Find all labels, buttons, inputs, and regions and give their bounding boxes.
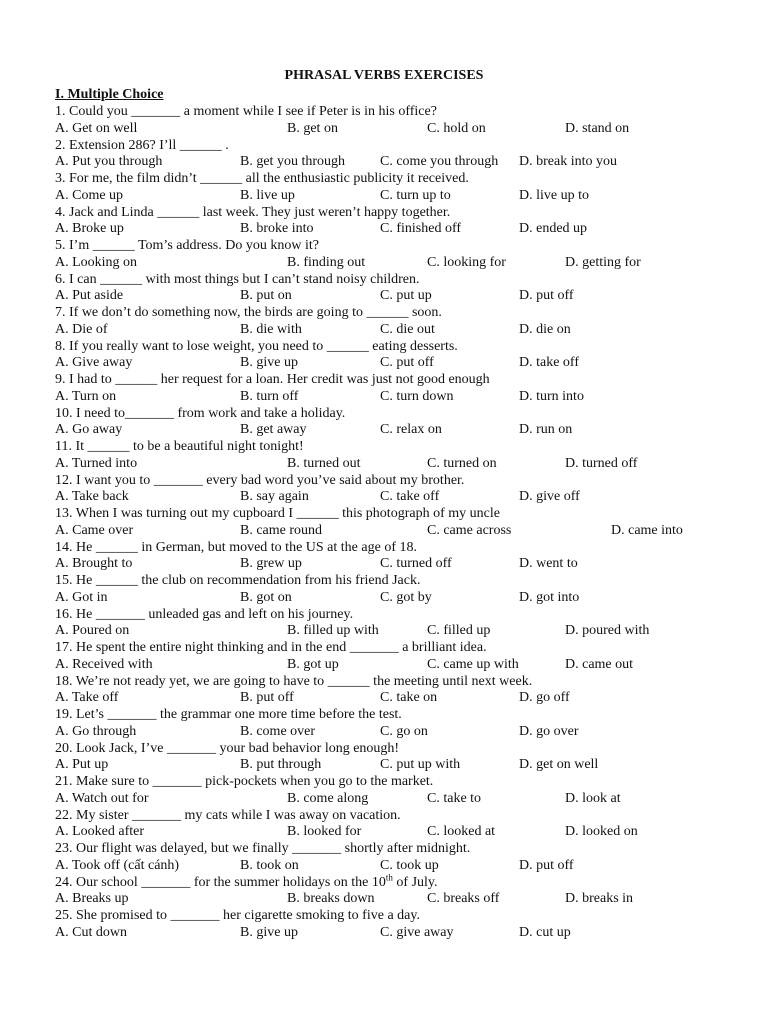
option-b: B. came round bbox=[240, 522, 323, 538]
options-row-6 bbox=[0, 287, 768, 304]
option-a: A. Received with bbox=[55, 656, 153, 672]
question-text: 21. Make sure to _______ pick-pockets when you go to the market. bbox=[55, 774, 434, 789]
options-row-25 bbox=[0, 924, 768, 941]
option-b: B. grew up bbox=[240, 556, 302, 572]
option-a: A. Take off bbox=[55, 690, 119, 706]
question-text: 8. If you really want to lose weight, you need to ______ eating desserts. bbox=[55, 338, 458, 354]
options-row-18 bbox=[0, 689, 768, 706]
options-row-2 bbox=[0, 153, 768, 170]
option-c: C. relax on bbox=[380, 422, 442, 438]
question-text: 18. We’re not ready yet, we are going to have to ______ the meeting until next week. bbox=[55, 673, 533, 689]
question-text: 3. For me, the film didn’t ______ all the enthusiastic publicity it received. bbox=[55, 171, 469, 186]
question-12 bbox=[0, 472, 768, 489]
option-c: C. go on bbox=[380, 723, 428, 739]
option-a: A. Cut down bbox=[55, 924, 127, 940]
option-c: C. looked at bbox=[427, 824, 496, 840]
question-25 bbox=[0, 907, 768, 924]
question-7 bbox=[0, 304, 768, 321]
question-text: 11. It ______ to be a beautiful night tonight! bbox=[55, 439, 304, 454]
question-6 bbox=[0, 271, 768, 288]
option-a: A. Put you through bbox=[55, 154, 163, 170]
option-b: B. looked for bbox=[287, 824, 362, 840]
question-22 bbox=[0, 807, 768, 824]
option-a: A. Poured on bbox=[55, 623, 130, 639]
question-17 bbox=[0, 639, 768, 656]
question-21 bbox=[0, 773, 768, 790]
option-d: D. went to bbox=[519, 556, 578, 572]
option-a: A. Take back bbox=[55, 489, 129, 505]
question-text: 23. Our flight was delayed, but we finally _______ shortly after midnight. bbox=[55, 841, 471, 856]
question-text: 10. I need to_______ from work and take a holiday. bbox=[55, 405, 346, 421]
question-19 bbox=[0, 706, 768, 723]
options-row-21 bbox=[0, 790, 768, 807]
options-row-11 bbox=[0, 455, 768, 472]
question-text: 20. Look Jack, I’ve _______ your bad behavior long enough! bbox=[55, 740, 400, 756]
question-13 bbox=[0, 505, 768, 522]
option-d: D. put off bbox=[519, 288, 574, 304]
option-b: B. filled up with bbox=[287, 623, 379, 639]
option-c: C. hold on bbox=[427, 120, 486, 136]
option-c: C. put up bbox=[380, 288, 432, 304]
option-d: D. put off bbox=[519, 857, 574, 873]
option-b: B. come over bbox=[240, 723, 316, 739]
option-b: B. put on bbox=[240, 288, 292, 304]
question-24 bbox=[0, 871, 768, 891]
option-c: C. looking for bbox=[427, 254, 506, 270]
ordinal-suffix: th bbox=[385, 871, 393, 882]
option-c: C. turn down bbox=[380, 388, 454, 404]
option-a: A. Come up bbox=[55, 187, 124, 203]
option-b: B. breaks down bbox=[287, 891, 375, 907]
option-b: B. give up bbox=[240, 924, 298, 940]
option-d: D. poured with bbox=[565, 623, 650, 639]
question-text-part: 24. Our school _______ for the summer holidays on the 10 bbox=[55, 874, 386, 890]
option-b: B. took on bbox=[240, 857, 299, 873]
options-row-17 bbox=[0, 656, 768, 673]
question-1 bbox=[0, 103, 768, 120]
option-a: A. Give away bbox=[55, 355, 133, 371]
options-row-20 bbox=[0, 756, 768, 773]
question-3 bbox=[0, 170, 768, 187]
option-c: C. turned off bbox=[380, 556, 452, 572]
question-text: 13. When I was turning out my cupboard I ______ this photograph of my uncle bbox=[55, 506, 500, 521]
question-18 bbox=[0, 673, 768, 690]
option-a: A. Get on well bbox=[55, 120, 138, 136]
option-a: A. Turn on bbox=[55, 388, 117, 404]
options-row-1 bbox=[0, 120, 768, 137]
option-b: B. live up bbox=[240, 187, 295, 203]
option-c: C. got by bbox=[380, 589, 432, 605]
question-text: 14. He ______ in German, but moved to the US at the age of 18. bbox=[55, 539, 417, 555]
question-text: 1. Could you _______ a moment while I see if Peter is in his office? bbox=[55, 104, 437, 119]
question-14 bbox=[0, 539, 768, 556]
worksheet-title: PHRASAL VERBS EXERCISES bbox=[284, 68, 484, 83]
option-c: C. put up with bbox=[380, 757, 461, 773]
option-b: B. come along bbox=[287, 790, 369, 806]
question-text: 9. I had to ______ her request for a loan. Her credit was just not good enough bbox=[55, 372, 490, 387]
option-c: C. take on bbox=[380, 690, 438, 706]
option-a: A. Go through bbox=[55, 723, 137, 739]
option-d: D. break into you bbox=[519, 154, 617, 170]
question-9 bbox=[0, 371, 768, 388]
options-row-10 bbox=[0, 421, 768, 438]
option-d: D. get on well bbox=[519, 757, 599, 773]
option-b: B. put off bbox=[240, 690, 294, 706]
option-d: D. give off bbox=[519, 489, 580, 505]
option-c: C. breaks off bbox=[427, 891, 500, 907]
option-c: C. finished off bbox=[380, 221, 462, 237]
option-b: B. put through bbox=[240, 757, 322, 773]
option-c: C. die out bbox=[380, 321, 435, 337]
option-c: C. give away bbox=[380, 924, 454, 940]
question-text: 25. She promised to _______ her cigarette smoking to five a day. bbox=[55, 908, 420, 923]
option-b: B. get away bbox=[240, 422, 307, 438]
question-text bbox=[55, 871, 438, 891]
question-4 bbox=[0, 204, 768, 221]
question-text: 15. He ______ the club on recommendation from his friend Jack. bbox=[55, 573, 421, 588]
option-a: A. Broke up bbox=[55, 221, 124, 237]
options-row-14 bbox=[0, 555, 768, 572]
options-row-4 bbox=[0, 220, 768, 237]
question-text: 5. I’m ______ Tom’s address. Do you know it? bbox=[55, 238, 319, 253]
option-c: C. filled up bbox=[427, 623, 491, 639]
option-a: A. Watch out for bbox=[55, 790, 149, 806]
option-a: A. Came over bbox=[55, 522, 134, 538]
option-d: D. came into bbox=[611, 522, 683, 538]
question-20 bbox=[0, 740, 768, 757]
option-c: C. turned on bbox=[427, 455, 497, 471]
question-15 bbox=[0, 572, 768, 589]
option-d: D. came out bbox=[565, 656, 634, 672]
options-row-8 bbox=[0, 354, 768, 371]
option-d: D. live up to bbox=[519, 187, 589, 203]
option-c: C. put off bbox=[380, 355, 434, 371]
option-a: A. Die of bbox=[55, 321, 108, 337]
option-d: D. ended up bbox=[519, 221, 588, 237]
option-b: B. get you through bbox=[240, 154, 345, 170]
option-a: A. Put up bbox=[55, 757, 109, 773]
option-d: D. go off bbox=[519, 690, 570, 706]
question-text: 7. If we don’t do something now, the birds are going to ______ soon. bbox=[55, 305, 442, 320]
option-b: B. turned out bbox=[287, 455, 361, 471]
options-row-13 bbox=[0, 522, 768, 539]
option-d: D. breaks in bbox=[565, 891, 634, 907]
question-text: 19. Let’s _______ the grammar one more time before the test. bbox=[55, 707, 402, 722]
option-a: A. Took off (cất cánh) bbox=[55, 857, 180, 873]
option-b: B. give up bbox=[240, 355, 298, 371]
question-23 bbox=[0, 840, 768, 857]
option-b: B. turn off bbox=[240, 388, 299, 404]
option-c: C. came up with bbox=[427, 656, 519, 672]
question-5 bbox=[0, 237, 768, 254]
option-a: A. Looking on bbox=[55, 254, 138, 270]
option-d: D. getting for bbox=[565, 254, 641, 270]
options-row-16 bbox=[0, 622, 768, 639]
options-row-22 bbox=[0, 823, 768, 840]
option-d: D. turn into bbox=[519, 388, 584, 404]
option-d: D. run on bbox=[519, 422, 573, 438]
options-row-24 bbox=[0, 890, 768, 907]
options-row-23 bbox=[0, 857, 768, 874]
option-c: C. turn up to bbox=[380, 187, 451, 203]
option-b: B. say again bbox=[240, 489, 309, 505]
option-b: B. broke into bbox=[240, 221, 314, 237]
option-a: A. Breaks up bbox=[55, 891, 129, 907]
section-heading: I. Multiple Choice bbox=[55, 87, 164, 102]
option-a: A. Brought to bbox=[55, 556, 133, 572]
options-row-5 bbox=[0, 254, 768, 271]
question-text: 4. Jack and Linda ______ last week. They just weren’t happy together. bbox=[55, 204, 451, 220]
question-text: 12. I want you to _______ every bad word you’ve said about my brother. bbox=[55, 472, 465, 488]
options-row-9 bbox=[0, 388, 768, 405]
option-b: B. finding out bbox=[287, 254, 366, 270]
option-d: D. look at bbox=[565, 790, 621, 806]
option-d: D. looked on bbox=[565, 824, 638, 840]
options-row-3 bbox=[0, 187, 768, 204]
question-text: 2. Extension 286? I’ll ______ . bbox=[55, 137, 229, 153]
option-c: C. take to bbox=[427, 790, 482, 806]
question-2 bbox=[0, 137, 768, 154]
option-b: B. got up bbox=[287, 656, 339, 672]
option-d: D. cut up bbox=[519, 924, 571, 940]
option-c: C. took up bbox=[380, 857, 439, 873]
option-d: D. turned off bbox=[565, 455, 638, 471]
option-b: B. got on bbox=[240, 589, 292, 605]
option-c: C. came across bbox=[427, 522, 512, 538]
options-row-7 bbox=[0, 321, 768, 338]
question-text: 17. He spent the entire night thinking and in the end _______ a brilliant idea. bbox=[55, 640, 487, 655]
options-row-15 bbox=[0, 589, 768, 606]
option-b: B. get on bbox=[287, 120, 338, 136]
option-d: D. die on bbox=[519, 321, 571, 337]
option-a: A. Go away bbox=[55, 422, 123, 438]
question-text: 22. My sister _______ my cats while I was away on vacation. bbox=[55, 807, 401, 823]
option-c: C. take off bbox=[380, 489, 440, 505]
option-d: D. stand on bbox=[565, 120, 630, 136]
option-a: A. Turned into bbox=[55, 455, 138, 471]
option-d: D. got into bbox=[519, 589, 580, 605]
option-a: A. Put aside bbox=[55, 288, 124, 304]
option-c: C. come you through bbox=[380, 154, 499, 170]
question-16 bbox=[0, 606, 768, 623]
question-11 bbox=[0, 438, 768, 455]
question-8 bbox=[0, 338, 768, 355]
option-a: A. Got in bbox=[55, 589, 108, 605]
options-row-19 bbox=[0, 723, 768, 740]
question-text: 16. He _______ unleaded gas and left on his journey. bbox=[55, 606, 354, 622]
option-d: D. go over bbox=[519, 723, 579, 739]
question-text-part: of July. bbox=[392, 874, 438, 890]
option-b: B. die with bbox=[240, 321, 302, 337]
question-10 bbox=[0, 405, 768, 422]
options-row-12 bbox=[0, 488, 768, 505]
question-text: 6. I can ______ with most things but I can’t stand noisy children. bbox=[55, 271, 420, 287]
option-a: A. Looked after bbox=[55, 824, 145, 840]
option-d: D. take off bbox=[519, 355, 579, 371]
